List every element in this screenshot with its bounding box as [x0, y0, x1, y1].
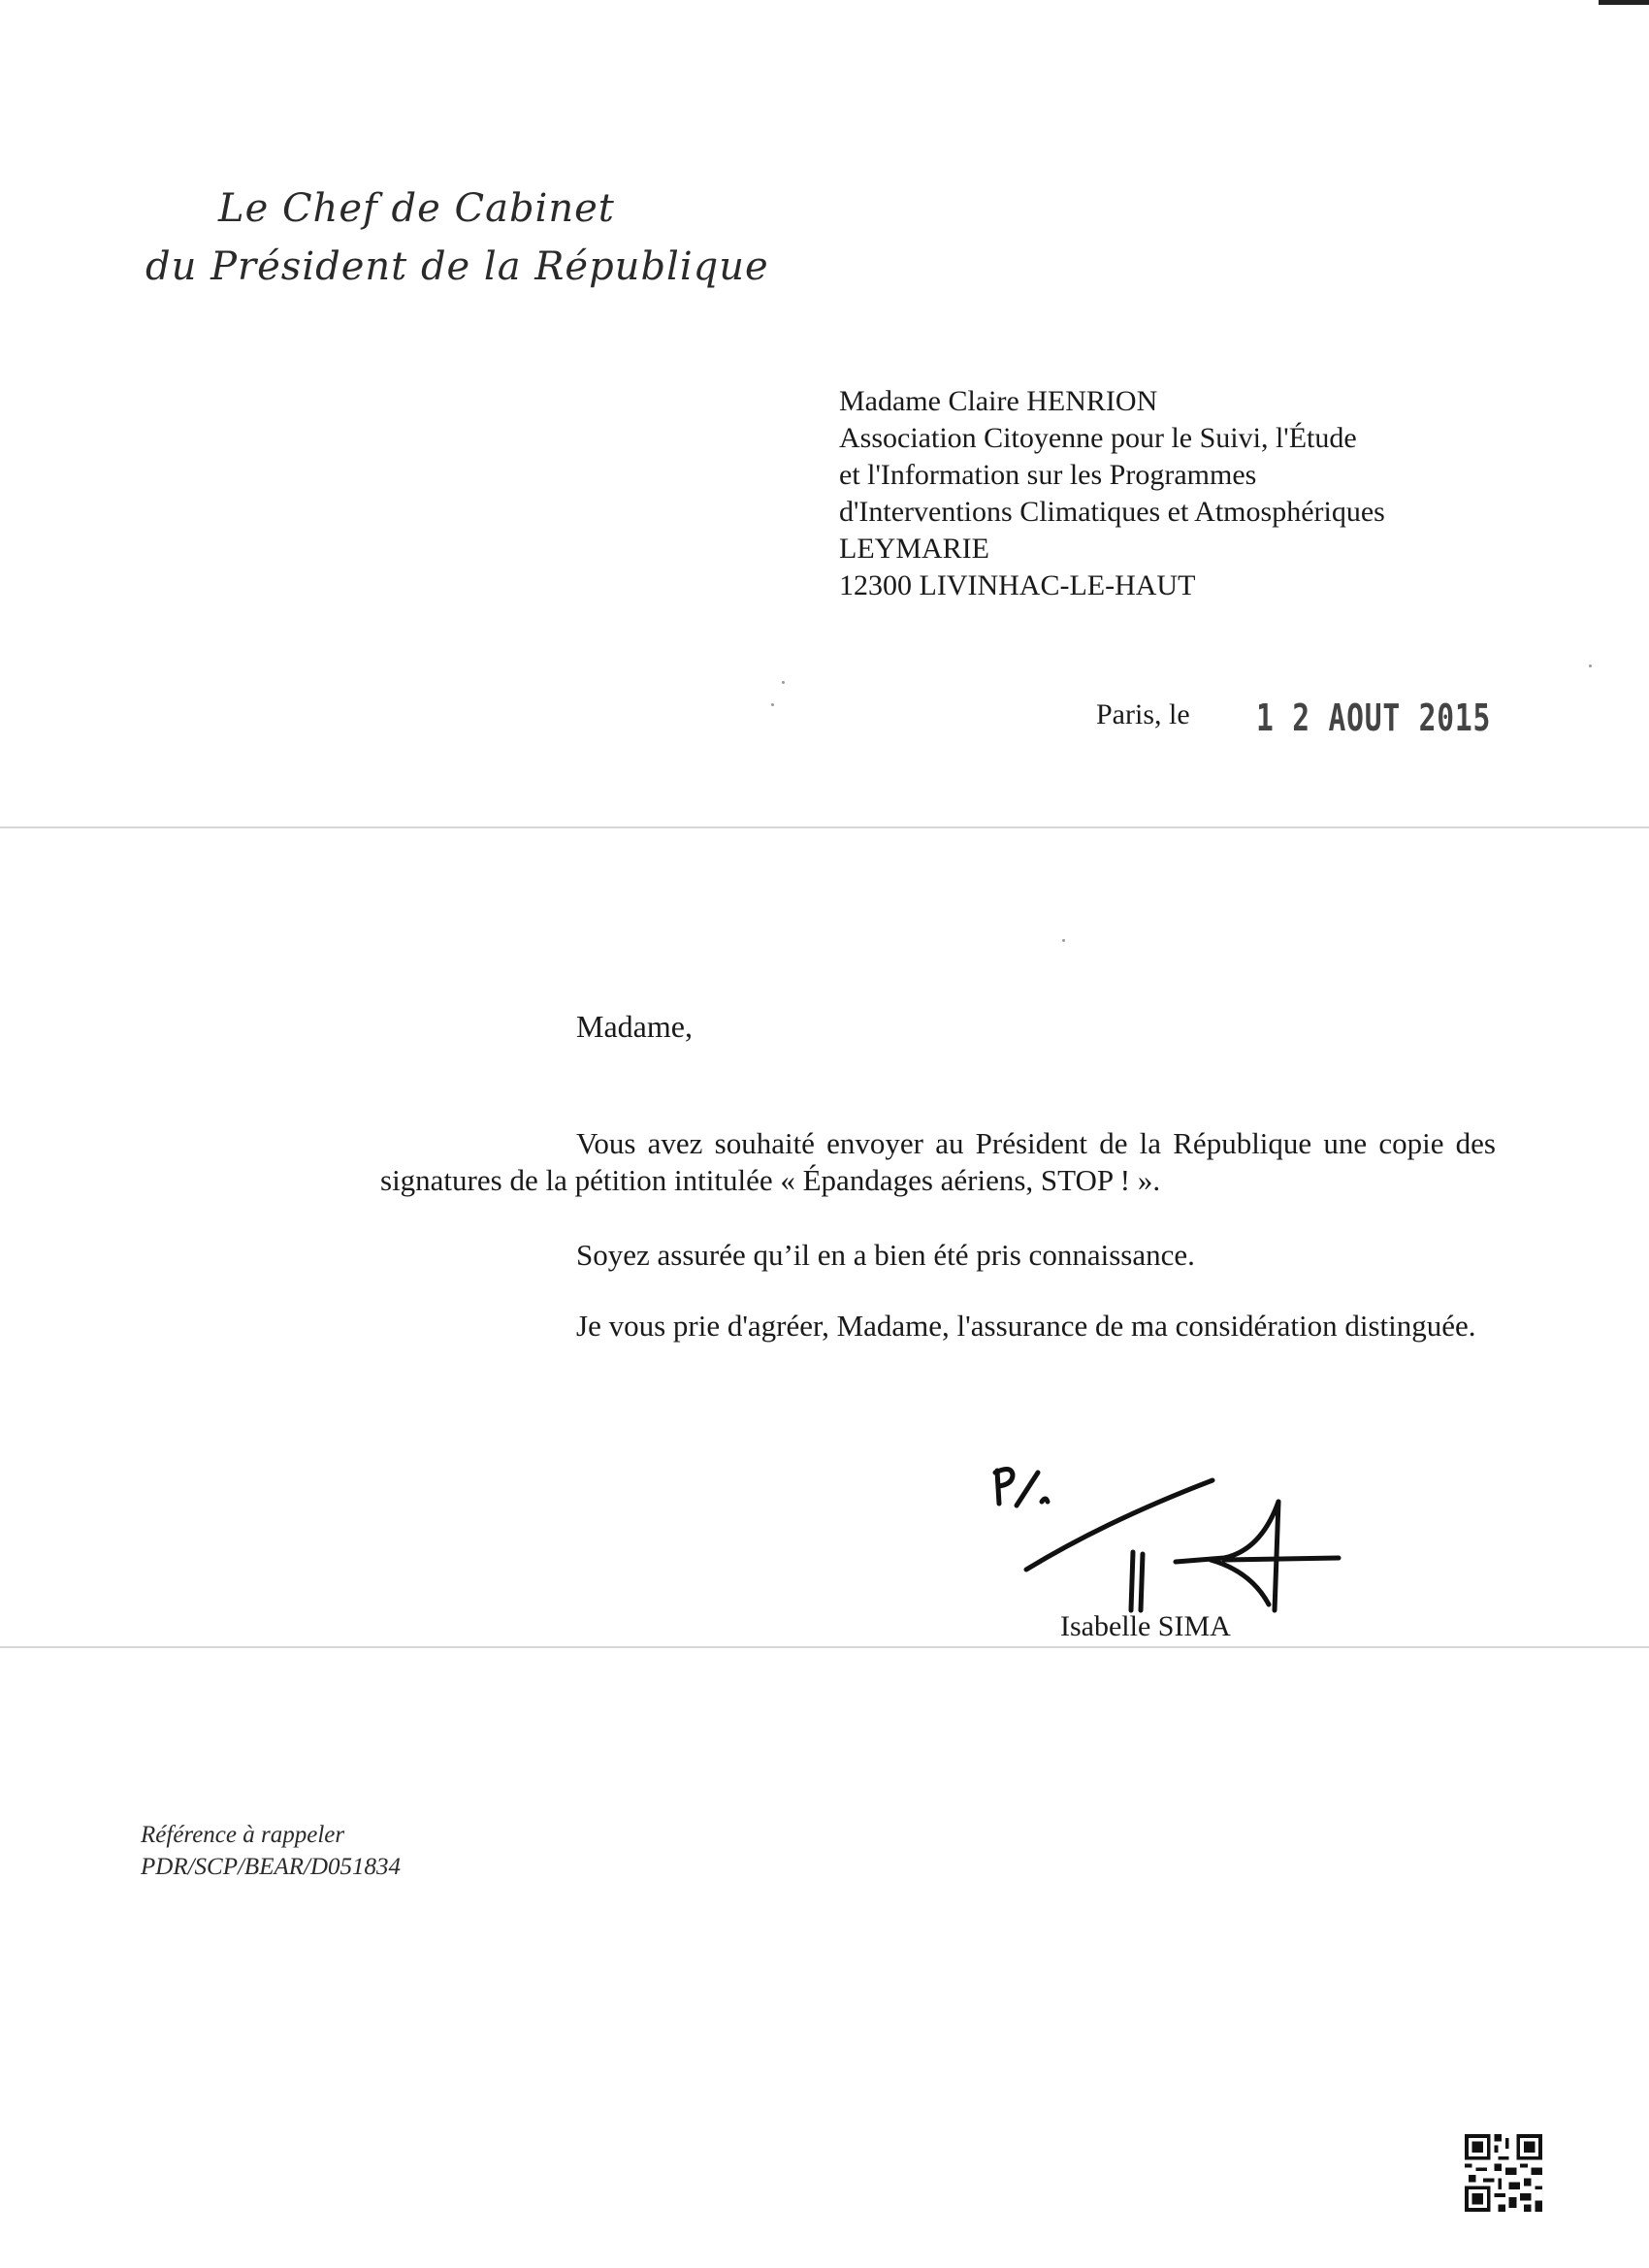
reference-label: Référence à rappeler — [141, 1822, 345, 1848]
scan-speck — [782, 681, 785, 684]
body-paragraph-3: Je vous prie d'agréer, Madame, l'assurance de ma considération distinguée. — [576, 1309, 1476, 1343]
recipient-postcode-city: 12300 LIVINHAC-LE-HAUT — [839, 569, 1196, 601]
recipient-org-line-3: d'Interventions Climatiques et Atmosphériques — [839, 496, 1385, 528]
body-paragraph-1: Vous avez souhaité envoyer au Président de la République une copie des signatures de la pétition intitulée « Épandages aériens, STOP ! ». — [380, 1126, 1496, 1197]
date-label: Paris, le — [1096, 698, 1190, 730]
body-paragraph-2: Soyez assurée qu’il en a bien été pris connaissance. — [576, 1238, 1195, 1272]
reference-block — [141, 1819, 401, 1883]
recipient-org-line-2: et l'Information sur les Programmes — [839, 459, 1257, 491]
date-stamp: 1 2 AOUT 2015 — [1256, 697, 1492, 739]
salutation: Madame, — [576, 1009, 693, 1044]
fold-line — [0, 826, 1649, 828]
recipient-address — [839, 383, 1385, 604]
qr-code-icon — [1465, 2134, 1542, 2217]
recipient-org-line-1: Association Citoyenne pour le Suivi, l'Étude — [839, 422, 1357, 454]
letterhead-line-1: Le Chef de Cabinet — [218, 186, 615, 231]
signer-name: Isabelle SIMA — [1060, 1610, 1231, 1642]
scan-speck — [1589, 664, 1592, 667]
fold-line — [0, 1646, 1649, 1648]
reference-code: PDR/SCP/BEAR/D051834 — [141, 1854, 402, 1880]
page-edge-mark — [1599, 0, 1649, 5]
scan-speck — [771, 703, 774, 706]
recipient-name: Madame Claire HENRION — [839, 385, 1158, 417]
letterhead-line-2: du Président de la République — [146, 244, 769, 289]
recipient-locality: LEYMARIE — [839, 533, 989, 565]
scan-speck — [1062, 939, 1065, 942]
handwritten-signature — [970, 1445, 1377, 1625]
letterhead — [146, 179, 769, 296]
